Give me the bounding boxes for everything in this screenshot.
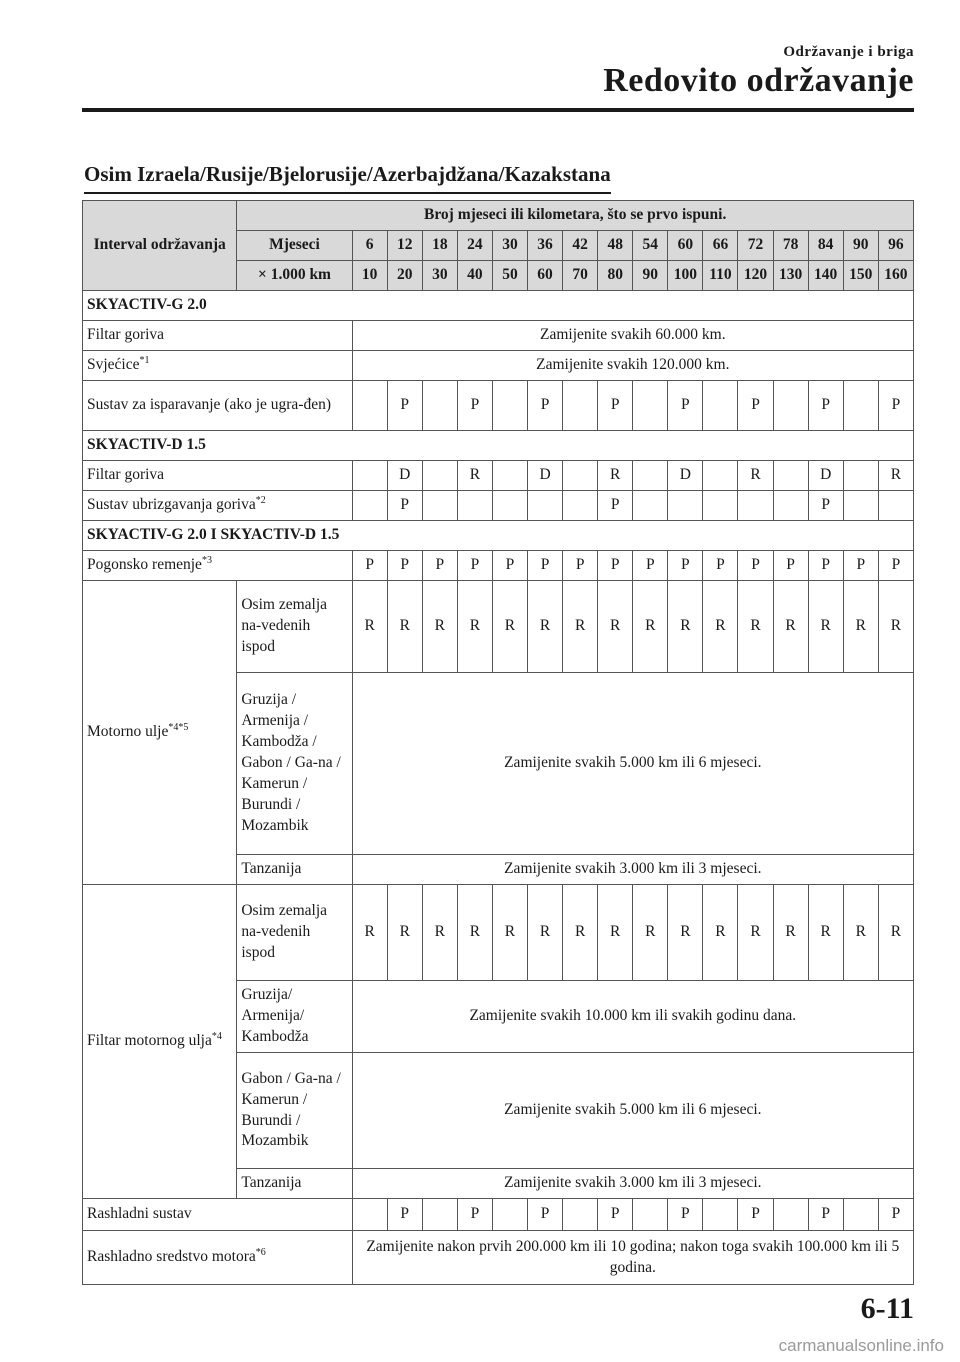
- km-cell: 140: [808, 261, 843, 291]
- km-cell: 160: [878, 261, 913, 291]
- interval-cell: [457, 491, 492, 521]
- row-evap: [83, 381, 914, 431]
- interval-cell: [352, 461, 387, 491]
- interval-cell: [563, 491, 598, 521]
- interval-cell: R: [843, 885, 878, 981]
- interval-cell: [563, 461, 598, 491]
- interval-cell: P: [457, 1199, 492, 1231]
- month-cell: 42: [563, 231, 598, 261]
- item-instruction: Zamijenite svakih 10.000 km ili svakih godinu dana.: [352, 981, 913, 1053]
- interval-cell: R: [843, 581, 878, 673]
- interval-cell: R: [598, 461, 633, 491]
- interval-cell: [843, 461, 878, 491]
- interval-cell: P: [528, 551, 563, 581]
- item-label-text: Svjećice: [87, 356, 140, 374]
- km-cell: 50: [492, 261, 527, 291]
- item-instruction: Zamijenite svakih 120.000 km.: [352, 351, 913, 381]
- month-cell: 48: [598, 231, 633, 261]
- item-label-text: Motorno ulje: [87, 723, 169, 741]
- section-row-d: [83, 431, 914, 461]
- item-label-text: Rashladno sredstvo motora: [87, 1248, 256, 1266]
- region-label: Gruzija / Armenija / Kambodža / Gabon / Ga-na / Kamerun / Burundi / Mozambik: [237, 673, 352, 855]
- km-cell: 30: [422, 261, 457, 291]
- interval-cell: P: [808, 1199, 843, 1231]
- months-label: Mjeseci: [237, 231, 352, 261]
- interval-cell: R: [633, 885, 668, 981]
- month-cell: 30: [492, 231, 527, 261]
- region-label: Gabon / Ga-na / Kamerun / Burundi / Mozambik: [237, 1053, 352, 1169]
- month-cell: 18: [422, 231, 457, 261]
- interval-cell: P: [808, 551, 843, 581]
- interval-cell: P: [598, 491, 633, 521]
- interval-cell: R: [422, 885, 457, 981]
- row-belt: [83, 551, 914, 581]
- interval-cell: [633, 381, 668, 431]
- footnote-ref: *6: [255, 1246, 266, 1258]
- interval-cell: R: [387, 581, 422, 673]
- km-cell: 90: [633, 261, 668, 291]
- item-label-text: Filtar motornog ulja: [87, 1032, 212, 1050]
- row-fuel-filter-g: [83, 321, 914, 351]
- section-row-g: [83, 291, 914, 321]
- section-label: SKYACTIV-G 2.0 I SKYACTIV-D 1.5: [83, 521, 914, 551]
- section-title: Osim Izraela/Rusije/Bjelorusije/Azerbajdžana/Kazakstana: [84, 162, 611, 194]
- interval-cell: R: [352, 581, 387, 673]
- interval-cell: [773, 491, 808, 521]
- interval-cell: R: [668, 885, 703, 981]
- month-cell: 78: [773, 231, 808, 261]
- interval-cell: P: [387, 551, 422, 581]
- km-cell: 40: [457, 261, 492, 291]
- interval-cell: P: [668, 551, 703, 581]
- km-cell: 120: [738, 261, 773, 291]
- interval-cell: R: [633, 581, 668, 673]
- interval-cell: P: [668, 1199, 703, 1231]
- item-label: [83, 351, 353, 381]
- interval-cell: R: [878, 581, 913, 673]
- interval-cell: R: [528, 581, 563, 673]
- interval-cell: P: [457, 381, 492, 431]
- month-cell: 36: [528, 231, 563, 261]
- footnote-ref: *4: [211, 1030, 222, 1042]
- interval-cell: R: [668, 581, 703, 673]
- interval-cell: [633, 491, 668, 521]
- interval-cell: [878, 491, 913, 521]
- item-instruction: Zamijenite svakih 5.000 km ili 6 mjeseci.: [352, 1053, 913, 1169]
- interval-cell: [422, 1199, 457, 1231]
- interval-cell: [492, 381, 527, 431]
- interval-cell: [422, 381, 457, 431]
- interval-cell: R: [457, 581, 492, 673]
- interval-cell: R: [598, 885, 633, 981]
- row-cooling: [83, 1199, 914, 1231]
- km-cell: 100: [668, 261, 703, 291]
- month-cell: 96: [878, 231, 913, 261]
- item-instruction: Zamijenite nakon prvih 200.000 km ili 10 godina; nakon toga svakih 100.000 km ili 5 godina.: [352, 1231, 913, 1285]
- interval-cell: R: [492, 581, 527, 673]
- interval-cell: P: [528, 1199, 563, 1231]
- footnote-ref: *1: [139, 354, 150, 366]
- interval-cell: R: [703, 885, 738, 981]
- interval-cell: [668, 491, 703, 521]
- interval-cell: P: [352, 551, 387, 581]
- header-rule: [82, 108, 914, 112]
- item-label: [83, 885, 237, 1199]
- interval-cell: [738, 491, 773, 521]
- interval-cell: D: [528, 461, 563, 491]
- interval-cell: [843, 1199, 878, 1231]
- interval-cell: R: [457, 885, 492, 981]
- interval-cell: [773, 381, 808, 431]
- interval-cell: [633, 1199, 668, 1231]
- item-label-text: Sustav ubrizgavanja goriva: [87, 496, 256, 514]
- interval-cell: [703, 1199, 738, 1231]
- month-cell: 6: [352, 231, 387, 261]
- interval-cell: [422, 491, 457, 521]
- region-label: Tanzanija: [237, 855, 352, 885]
- interval-cell: P: [457, 551, 492, 581]
- item-label: [83, 491, 353, 521]
- page-header-title: Redovito održavanje: [603, 62, 914, 99]
- month-cell: 24: [457, 231, 492, 261]
- interval-cell: P: [703, 551, 738, 581]
- interval-cell: R: [563, 885, 598, 981]
- month-cell: 54: [633, 231, 668, 261]
- region-label: Osim zemalja na-vedenih ispod: [237, 885, 352, 981]
- interval-cell: [843, 381, 878, 431]
- interval-cell: P: [563, 551, 598, 581]
- interval-cell: P: [598, 381, 633, 431]
- interval-cell: P: [668, 381, 703, 431]
- interval-cell: P: [598, 1199, 633, 1231]
- watermark: carmanualsonline.info: [778, 1336, 944, 1355]
- item-label: Filtar goriva: [83, 321, 353, 351]
- interval-cell: [563, 381, 598, 431]
- interval-cell: R: [878, 885, 913, 981]
- row-spark-plugs: [83, 351, 914, 381]
- interval-cell: R: [492, 885, 527, 981]
- interval-cell: R: [387, 885, 422, 981]
- interval-cell: P: [878, 1199, 913, 1231]
- footnote-ref: *2: [255, 494, 266, 506]
- interval-cell: R: [773, 581, 808, 673]
- interval-cell: D: [668, 461, 703, 491]
- interval-cell: R: [773, 885, 808, 981]
- interval-cell: [352, 1199, 387, 1231]
- row-injection: [83, 491, 914, 521]
- interval-cell: R: [457, 461, 492, 491]
- interval-cell: P: [808, 381, 843, 431]
- item-label: [83, 551, 353, 581]
- interval-cell: [352, 381, 387, 431]
- item-instruction: Zamijenite svakih 3.000 km ili 3 mjeseci.: [352, 1169, 913, 1199]
- item-label: Filtar goriva: [83, 461, 353, 491]
- section-label: SKYACTIV-G 2.0: [83, 291, 914, 321]
- interval-cell: R: [352, 885, 387, 981]
- section-row-both: [83, 521, 914, 551]
- interval-cell: P: [738, 1199, 773, 1231]
- interval-cell: P: [422, 551, 457, 581]
- interval-cell: P: [387, 491, 422, 521]
- interval-cell: R: [703, 581, 738, 673]
- item-instruction: Zamijenite svakih 5.000 km ili 6 mjeseci.: [352, 673, 913, 855]
- item-label: Rashladni sustav: [83, 1199, 353, 1231]
- region-label: Osim zemalja na-vedenih ispod: [237, 581, 352, 673]
- km-cell: 130: [773, 261, 808, 291]
- interval-cell: P: [387, 1199, 422, 1231]
- interval-cell: [703, 491, 738, 521]
- interval-cell: P: [738, 551, 773, 581]
- row-oil-sub1: [83, 581, 914, 673]
- interval-cell: R: [808, 581, 843, 673]
- km-cell: 150: [843, 261, 878, 291]
- interval-cell: R: [738, 885, 773, 981]
- interval-cell: P: [773, 551, 808, 581]
- footnote-ref: *3: [201, 554, 212, 566]
- item-label: [83, 581, 237, 885]
- item-label: [83, 1231, 353, 1285]
- interval-cell: R: [598, 581, 633, 673]
- interval-cell: P: [808, 491, 843, 521]
- interval-cell: R: [738, 461, 773, 491]
- interval-cell: R: [808, 885, 843, 981]
- chapter-label: Održavanje i briga: [783, 44, 914, 60]
- interval-cell: [773, 461, 808, 491]
- section-label: SKYACTIV-D 1.5: [83, 431, 914, 461]
- interval-cell: P: [528, 381, 563, 431]
- interval-cell: P: [633, 551, 668, 581]
- page-number: 6-11: [860, 1292, 914, 1325]
- km-cell: 110: [703, 261, 738, 291]
- header-row-top: [83, 201, 914, 231]
- interval-cell: [528, 491, 563, 521]
- interval-cell: P: [738, 381, 773, 431]
- km-cell: 70: [563, 261, 598, 291]
- interval-cell: [352, 491, 387, 521]
- item-instruction: Zamijenite svakih 60.000 km.: [352, 321, 913, 351]
- interval-cell: [703, 461, 738, 491]
- interval-cell: P: [492, 551, 527, 581]
- interval-cell: R: [528, 885, 563, 981]
- interval-cell: D: [808, 461, 843, 491]
- interval-cell: [843, 491, 878, 521]
- month-cell: 90: [843, 231, 878, 261]
- region-label: Tanzanija: [237, 1169, 352, 1199]
- interval-cell: [773, 1199, 808, 1231]
- km-label: × 1.000 km: [237, 261, 352, 291]
- interval-cell: [563, 1199, 598, 1231]
- km-cell: 80: [598, 261, 633, 291]
- footnote-ref: *4*5: [168, 721, 189, 733]
- item-instruction: Zamijenite svakih 3.000 km ili 3 mjeseci.: [352, 855, 913, 885]
- km-cell: 60: [528, 261, 563, 291]
- interval-cell: [633, 461, 668, 491]
- item-label-text: Pogonsko remenje: [87, 556, 202, 574]
- interval-cell: P: [843, 551, 878, 581]
- km-cell: 10: [352, 261, 387, 291]
- month-cell: 72: [738, 231, 773, 261]
- month-cell: 84: [808, 231, 843, 261]
- region-label: Gruzija/ Armenija/ Kambodža: [237, 981, 352, 1053]
- row-fuel-filter-d: [83, 461, 914, 491]
- interval-cell: P: [598, 551, 633, 581]
- interval-cell: R: [422, 581, 457, 673]
- item-label: Sustav za isparavanje (ako je ugra-đen): [83, 381, 353, 431]
- interval-cell: [422, 461, 457, 491]
- interval-cell: [703, 381, 738, 431]
- month-cell: 12: [387, 231, 422, 261]
- interval-cell: [492, 461, 527, 491]
- maintenance-table: [82, 200, 914, 1285]
- interval-cell: P: [878, 551, 913, 581]
- interval-cell: P: [387, 381, 422, 431]
- row-oil-filter-sub1: [83, 885, 914, 981]
- interval-cell: [492, 491, 527, 521]
- interval-cell: R: [738, 581, 773, 673]
- month-cell: 66: [703, 231, 738, 261]
- interval-cell: D: [387, 461, 422, 491]
- interval-cell: R: [878, 461, 913, 491]
- interval-cell: [492, 1199, 527, 1231]
- month-cell: 60: [668, 231, 703, 261]
- top-header: Broj mjeseci ili kilometara, što se prvo ispuni.: [237, 201, 914, 231]
- interval-cell: P: [878, 381, 913, 431]
- km-cell: 20: [387, 261, 422, 291]
- interval-label: Interval održavanja: [83, 201, 237, 291]
- interval-cell: R: [563, 581, 598, 673]
- row-coolant: [83, 1231, 914, 1285]
